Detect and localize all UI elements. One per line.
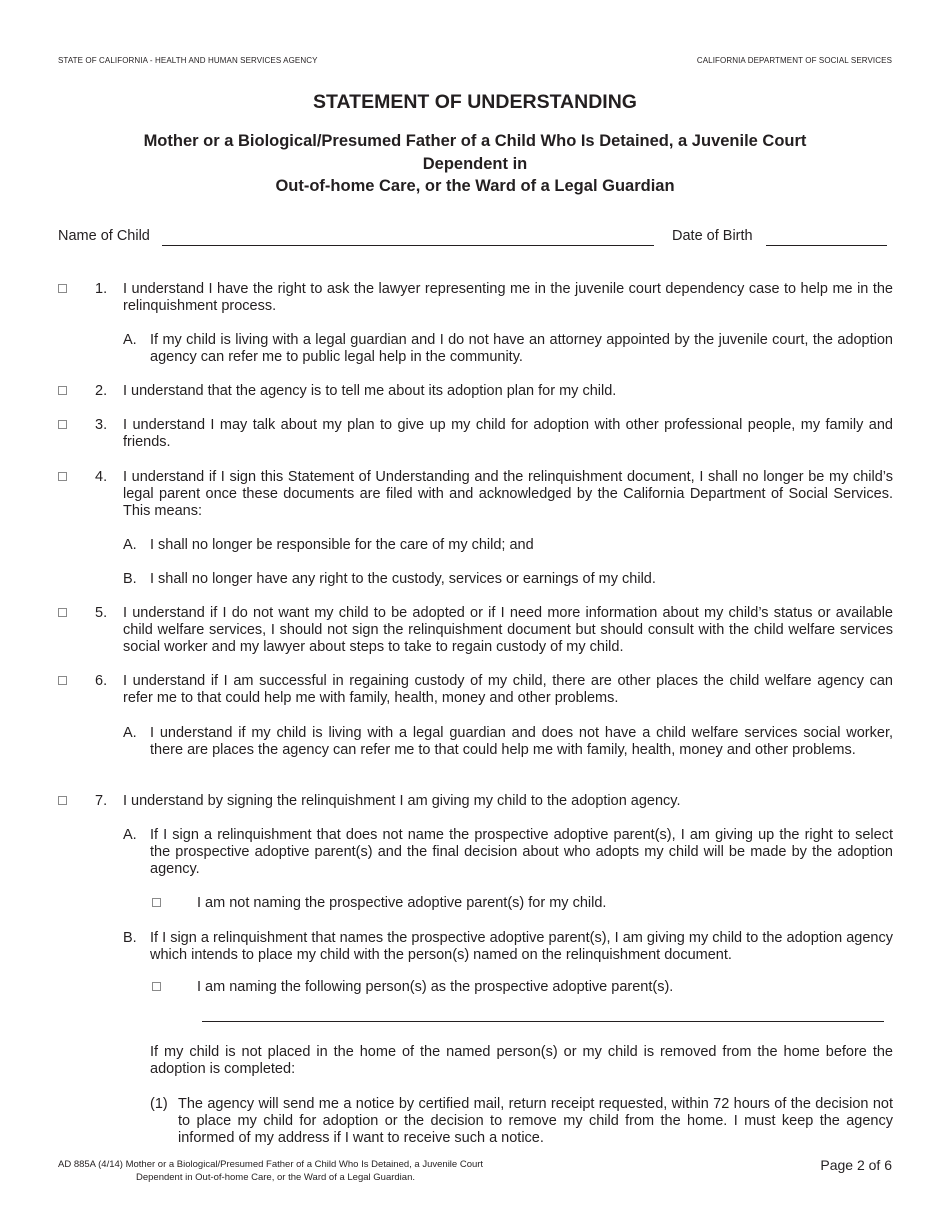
item-6-number: 6. xyxy=(95,673,108,689)
name-of-child-field[interactable] xyxy=(162,245,654,246)
item-3-text: I understand I may talk about my plan to give up my child for adoption with other professional people, my family and friends. xyxy=(123,417,893,450)
page-number: Page 2 of 6 xyxy=(820,1157,892,1173)
subtitle-line-2: Dependent in xyxy=(422,154,528,173)
name-of-child-label: Name of Child xyxy=(58,228,150,244)
item-4-number: 4. xyxy=(95,469,108,485)
item-1-checkbox[interactable] xyxy=(58,284,67,293)
item-4-checkbox[interactable] xyxy=(58,472,67,481)
item-1a-letter: A. xyxy=(123,332,137,348)
item-2-checkbox[interactable] xyxy=(58,386,67,395)
item-4b-letter: B. xyxy=(123,571,137,587)
item-7a-text: If I sign a relinquishment that does not name the prospective adoptive parent(s), I am giving up the right to select the prospective adoptive parent(s) and the final decision about who adopts my child will be made by the adoption agency. xyxy=(150,827,893,877)
item-5-checkbox[interactable] xyxy=(58,608,67,617)
item-1-number: 1. xyxy=(95,281,108,297)
item-3-checkbox[interactable] xyxy=(58,420,67,429)
item-7b-1-text: The agency will send me a notice by certified mail, return receipt requested, within 72 hours of the decision not to place my child for adoption or the decision to remove my child from the home. I must keep the agency informed of my address if I want to receive such a notice. xyxy=(178,1096,893,1146)
subtitle-line-1: Mother or a Biological/Presumed Father of a Child Who Is Detained, a Juvenile Court xyxy=(143,132,807,150)
page-title: STATEMENT OF UNDERSTANDING xyxy=(313,91,637,113)
department-header: CALIFORNIA DEPARTMENT OF SOCIAL SERVICES xyxy=(696,56,892,65)
footer-line-2: Dependent in Out-of-home Care, or the Ward of a Legal Guardian. xyxy=(136,1171,415,1183)
date-of-birth-label: Date of Birth xyxy=(672,228,753,244)
item-7a-letter: A. xyxy=(123,827,137,843)
item-2-number: 2. xyxy=(95,383,108,399)
footer-line-1: AD 885A (4/14) Mother or a Biological/Presumed Father of a Child Who Is Detained, a Juvenile Court xyxy=(58,1159,484,1170)
item-6a-text: I understand if my child is living with a legal guardian and does not have a child welfare services social worker, there are places the agency can refer me to that could help me with family, health, money and other problems. xyxy=(150,725,893,758)
naming-parents-label: I am naming the following person(s) as the prospective adoptive parent(s). xyxy=(197,979,674,995)
item-4-text: I understand if I sign this Statement of Understanding and the relinquishment document, I shall no longer be my child’s legal parent once these documents are filed with and acknowledged by the California Department of Social Services. This means: xyxy=(123,469,893,519)
item-5-number: 5. xyxy=(95,605,108,621)
item-7-checkbox[interactable] xyxy=(58,796,67,805)
item-7b-condition-text: If my child is not placed in the home of the named person(s) or my child is removed from the home before the adoption is completed: xyxy=(150,1044,893,1077)
item-1-text: I understand I have the right to ask the lawyer representing me in the juvenile court dependency case to help me in the relinquishment process. xyxy=(123,281,893,314)
agency-header: STATE OF CALIFORNIA - HEALTH AND HUMAN SERVICES AGENCY xyxy=(58,56,318,65)
not-naming-parents-label: I am not naming the prospective adoptive parent(s) for my child. xyxy=(197,895,607,911)
item-7b-letter: B. xyxy=(123,930,137,946)
date-of-birth-field[interactable] xyxy=(766,245,887,246)
item-4b-text: I shall no longer have any right to the custody, services or earnings of my child. xyxy=(150,571,656,587)
adoptive-parents-name-field[interactable] xyxy=(202,1021,884,1022)
page-subtitle xyxy=(60,130,890,198)
item-7b-text: If I sign a relinquishment that names the prospective adoptive parent(s), I am giving my child to the adoption agency which intends to place my child with the person(s) named on the relinquishment document. xyxy=(150,930,893,963)
item-4a-letter: A. xyxy=(123,537,137,553)
subtitle-line-3: Out-of-home Care, or the Ward of a Legal Guardian xyxy=(275,177,675,195)
item-7-text: I understand by signing the relinquishment I am giving my child to the adoption agency. xyxy=(123,793,681,809)
item-6-checkbox[interactable] xyxy=(58,676,67,685)
not-naming-parents-checkbox[interactable] xyxy=(152,898,161,907)
naming-parents-checkbox[interactable] xyxy=(152,982,161,991)
item-7b-1-number: (1) xyxy=(150,1096,168,1112)
form-footer xyxy=(58,1159,483,1184)
item-1a-text: If my child is living with a legal guardian and I do not have an attorney appointed by the juvenile court, the adoption agency can refer me to public legal help in the community. xyxy=(150,332,893,365)
item-4a-text: I shall no longer be responsible for the care of my child; and xyxy=(150,537,534,553)
item-7-number: 7. xyxy=(95,793,108,809)
item-6-text: I understand if I am successful in regaining custody of my child, there are other places the child welfare agency can refer me to that could help me with family, health, money and other problems. xyxy=(123,673,893,706)
item-3-number: 3. xyxy=(95,417,108,433)
item-2-text: I understand that the agency is to tell me about its adoption plan for my child. xyxy=(123,383,617,399)
item-5-text: I understand if I do not want my child to be adopted or if I need more information about my child’s status or available child welfare services, I should not sign the relinquishment document but should consult with the child welfare services social worker and my lawyer about steps to take to regain custody of my child. xyxy=(123,605,893,655)
item-6a-letter: A. xyxy=(123,725,137,741)
